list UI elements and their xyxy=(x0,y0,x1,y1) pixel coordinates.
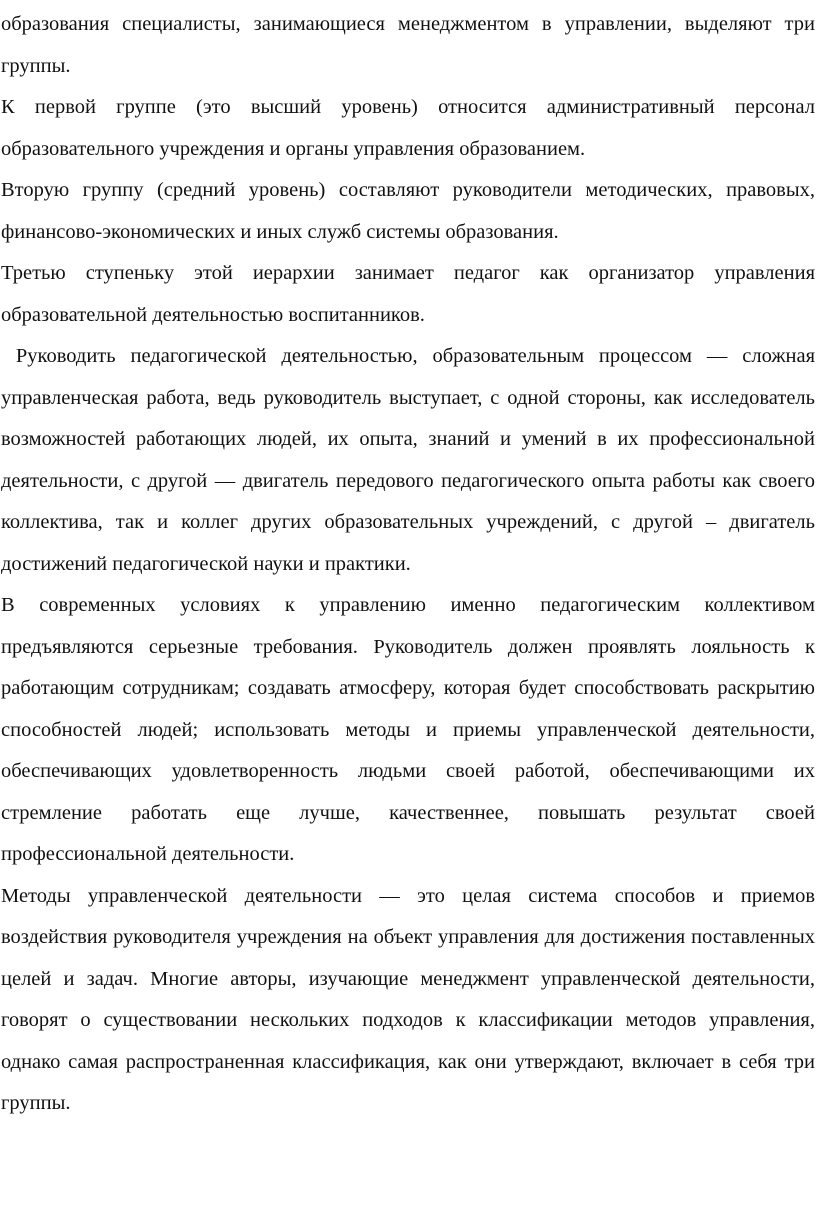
paragraph-groups-intro: образования специалисты, занимающиеся менеджментом в управлении, выделяют три группы. xyxy=(1,13,815,77)
paragraph-managing-process: Руководить педагогической деятельностью, образовательным процессом — сложная управленческая работа, ведь руководитель выступает, с одной стороны, как исследователь возможностей работающих людей, их опыта, знаний и умений в их профессиональной деятельности, с другой — двигатель передового педагогического опыта работы как своего коллектива, так и коллег других образовательных учреждений, с другой – двигатель достижений педагогической науки и практики. xyxy=(1,345,816,575)
paragraph-modern-requirements: В современных условиях к управлению именно педагогическим коллективом предъявляются серьезные требования. Руководитель должен проявлять лояльность к работающим сотрудникам; создавать атмосферу, которая будет способствовать раскрытию способностей людей; использовать методы и приемы управленческой деятельности, обеспечивающих удовлетворенность людьми своей работой, обеспечивающими их стремление работать еще лучше, качественнее, повышать результат своей профессиональной деятельности. xyxy=(1,594,815,865)
paragraph-second-group: Вторую группу (средний уровень) составляют руководители методических, правовых, финансово-экономических и иных служб системы образования. xyxy=(1,179,815,243)
paragraph-third-group: Третью ступеньку этой иерархии занимает педагог как организатор управления образовательной деятельностью воспитанников. xyxy=(1,262,815,326)
paragraph-management-methods: Методы управленческой деятельности — это целая система способов и приемов воздействия руководителя учреждения на объект управления для достижения поставленных целей и задач. Многие авторы, изучающие менеджмент управленческой деятельности, говорят о существовании нескольких подходов к классификации методов управления, однако самая распространенная классификация, как они утверждают, включает в себя три группы. xyxy=(1,884,815,1114)
paragraph-first-group: К первой группе (это высший уровень) относится административный персонал образовательного учреждения и органы управления образованием. xyxy=(1,96,815,160)
